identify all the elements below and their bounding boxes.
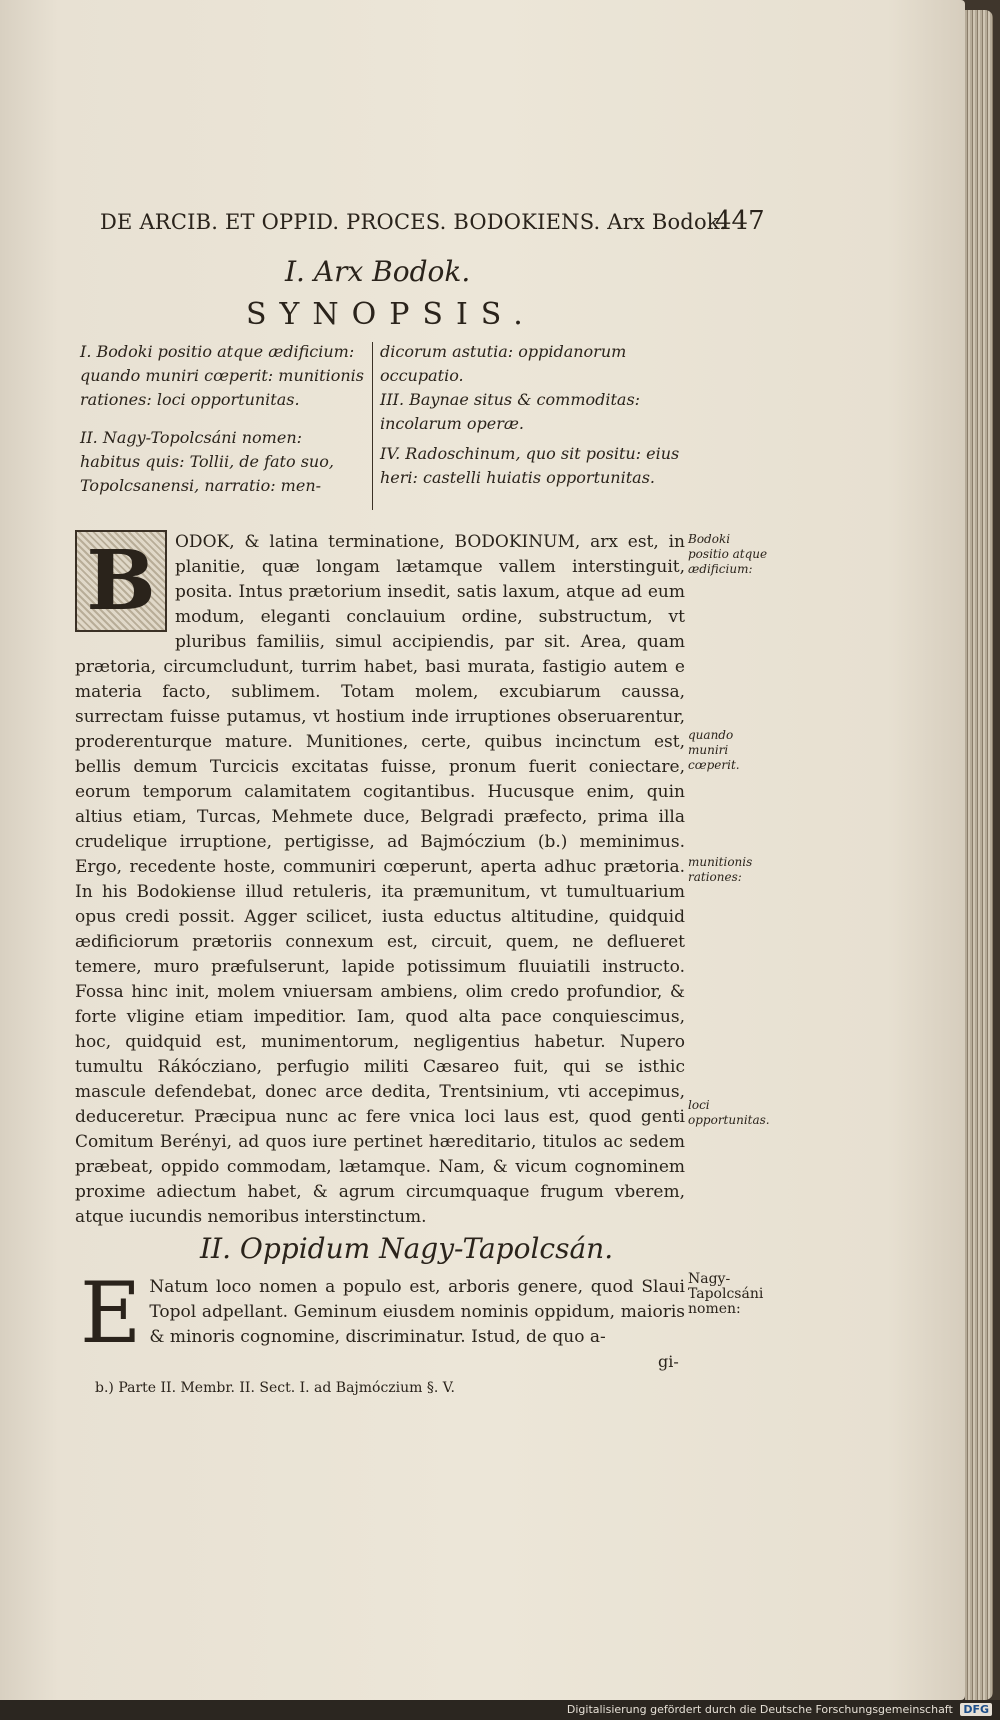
footer-bar <box>0 1700 1000 1720</box>
section-1-body <box>75 530 685 1230</box>
synopsis-left-column <box>80 340 365 498</box>
page-edges <box>965 10 993 1700</box>
catchword: gi- <box>658 1352 679 1371</box>
synopsis-item: IV. Radoschinum, quo sit positu: eius heri: castelli huiatis opportunitas. <box>380 444 680 487</box>
synopsis-item: dicorum astutia: oppidanorum occupatio. <box>380 342 627 385</box>
synopsis-item: III. Baynae situs & commoditas: incolarum operæ. <box>380 390 641 433</box>
footer-text: Digitalisierung gefördert durch die Deutsche Forschungsgemeinschaft <box>566 1703 953 1716</box>
initial-letter: B <box>86 533 156 629</box>
decorated-initial <box>75 530 167 632</box>
margin-note: Bodoki positio atque ædificium: <box>688 532 768 576</box>
dfg-logo: DFG <box>960 1703 992 1716</box>
section-2-text: Natum loco nomen a populo est, arboris genere, quod Slaui Topol adpellant. Geminum eiusdem nominis oppidum, maioris & minoris cognomine, discriminatur. Istud, de quo a- <box>149 1277 685 1347</box>
margin-note: loci opportunitas. <box>688 1098 770 1127</box>
section-1-title: I. Arx Bodok. <box>285 255 471 288</box>
running-head: DE ARCIB. ET OPPID. PROCES. BODOKIENS. Arx Bodok. <box>100 210 727 234</box>
section-2-title: II. Oppidum Nagy-Tapolcsán. <box>200 1232 614 1265</box>
margin-note: quando muniri cœperit. <box>688 728 740 772</box>
footnote: b.) Parte II. Membr. II. Sect. I. ad Bajmóczium §. V. <box>95 1380 455 1396</box>
initial-letter: E <box>80 1264 142 1362</box>
synopsis-right-column <box>380 340 680 490</box>
synopsis-item: I. Bodoki positio atque ædificium: quando muniri cœperit: munitionis rationes: loci opportunitas. <box>80 342 364 409</box>
section-1-text: ODOK, & latina terminatione, BODOKINUM, arx est, in planitie, quæ longam lætamque vallem interstinguit, posita. Intus prætorium insedit, satis laxum, atque ad eum modum, eleganti conclauium ordine, substructum, vt pluribus familiis, simul accipiendis, par sit. Area, quam prætoria, circumcludunt, turrim habet, basi murata, fastigio autem e materia facto, sublimem. Totam molem, excubiarum caussa, surrectam fuisse putamus, vt hostium inde irruptiones obseruarentur, proderenturque mature. Munitiones, certe, quibus incinctum est, bellis demum Turcicis excitatas fuisse, pronum fuerit coniectare, eorum temporum calamitatem cogitantibus. Hucusque enim, quin altius etiam, Turcas, Mehmete duce, Belgradi præfecto, prima illa crudelique irruptione, pertigisse, ad Bajmóczium (b.) meminimus. Ergo, recedente hoste, communiri cœperunt, aperta adhuc prætoria. In his Bodokiense illud retuleris, ita præmunitum, vt tumultuarium opus credi possit. Agger scilicet, iusta eductus altitudine, quidquid ædificiorum prætoriis connexum est, circuit, quem, ne deflueret temere, muro præfulserunt, lapide potissimum fluuiatili instructo. Fossa hinc init, molem vniuersam ambiens, olim credo profundior, & forte vligine etiam impeditior. Iam, quod alta pace conquiescimus, hoc, quidquid est, munimentorum, negligentius habetur. Nupero tumultu Rákócziano, perfugio militi Cæsareo fuit, qui se isthic mascule defendebat, donec arce dedita, Trentsinium, vti accepimus, deduceretur. Præcipua nunc ac fere vnica loci laus est, quod genti Comitum Berényi, ad quos iure pertinet hæreditario, titulos ac sedem præbeat, oppido commodam, lætamque. Nam, & vicum cognominem proxime adiectum habet, & agrum circumquaque frugum vberem, atque iucundis nemoribus interstinctum. <box>75 532 685 1227</box>
page-number: 447 <box>715 206 765 236</box>
synopsis-heading: SYNOPSIS. <box>246 297 536 332</box>
margin-note: Nagy-Tapolcsáni nomen: <box>688 1271 764 1317</box>
synopsis-item: II. Nagy-Topolcsáni nomen: habitus quis: Tollii, de fato suo, Topolcsanensi, narratio: men- <box>80 428 334 495</box>
margin-note: munitionis rationes: <box>688 855 753 884</box>
synopsis-divider <box>372 342 373 510</box>
